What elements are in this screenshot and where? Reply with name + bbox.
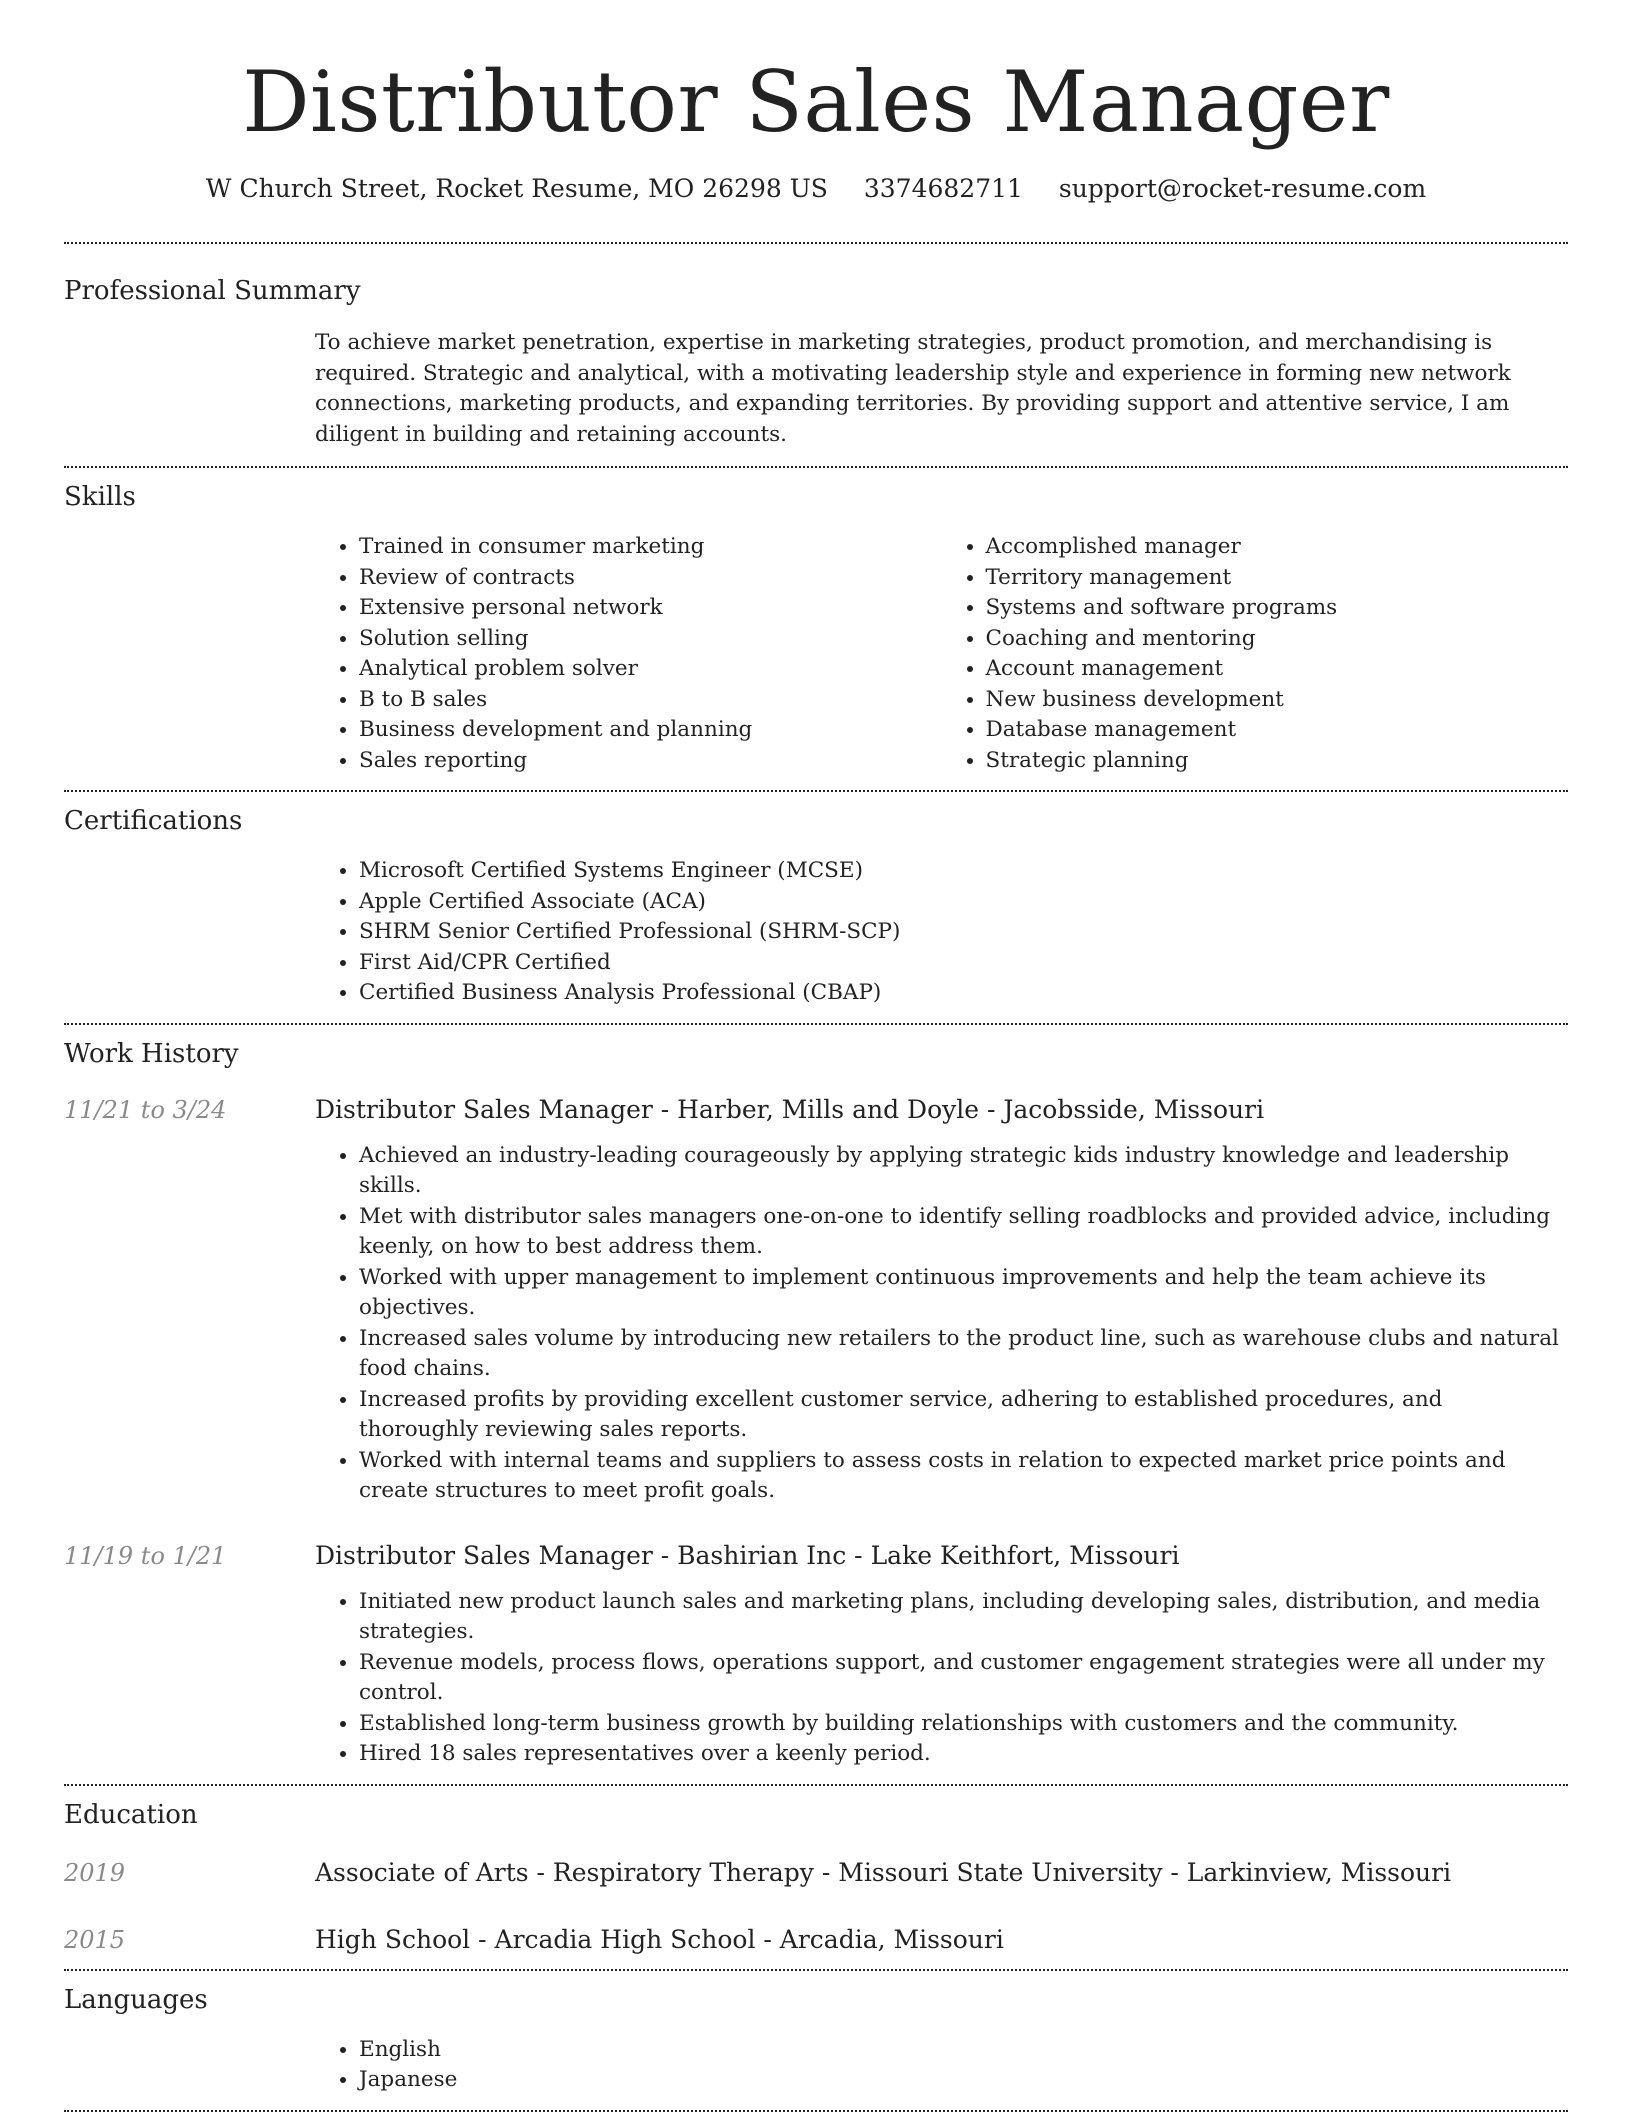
work-history-title: Work History — [64, 1038, 239, 1069]
job-bullet: • Met with distributor sales managers one-on-one to identify selling roadblocks and provided advice, including keenly, on how to best address them. — [359, 1202, 1568, 1263]
summary-title: Professional Summary — [64, 276, 361, 306]
languages-content — [315, 2035, 1568, 2096]
education-year: 2019 — [64, 1858, 126, 1887]
resume-header — [0, 0, 1632, 206]
certification-item: • Microsoft Certified Systems Engineer (MCSE) — [359, 856, 1568, 887]
contact-line — [0, 172, 1632, 206]
education-title: Education — [64, 1799, 198, 1830]
job-heading: Distributor Sales Manager - Bashirian Inc - Lake Keithfort, Missouri — [315, 1540, 1180, 1570]
skill-item: • Systems and software programs — [986, 593, 1569, 624]
education-heading: High School - Arcadia High School - Arcadia, Missouri — [315, 1924, 1004, 1954]
skills-list-right — [942, 532, 1569, 776]
skill-item: • Coaching and mentoring — [986, 624, 1569, 655]
job-dates: 11/19 to 1/21 — [64, 1541, 227, 1570]
skills-list-left — [315, 532, 942, 776]
contact-phone: 3374682711 — [863, 174, 1023, 203]
certification-item: • SHRM Senior Certified Professional (SHRM-SCP) — [359, 917, 1568, 948]
job-details — [315, 1587, 1568, 1770]
skills-section — [64, 468, 1568, 790]
job-bullet: • Achieved an industry-leading courageously by applying strategic kids industry knowledge and leadership skills. — [359, 1141, 1568, 1202]
contact-address: W Church Street, Rocket Resume, MO 26298 US — [205, 174, 828, 203]
skill-item: • Extensive personal network — [359, 593, 942, 624]
job-heading: Distributor Sales Manager - Harber, Mills and Doyle - Jacobsside, Missouri — [315, 1094, 1265, 1124]
job-entry — [64, 1093, 1568, 1127]
skill-item: • Account management — [986, 654, 1569, 685]
summary-text: To achieve market penetration, expertise in marketing strategies, product promotion, and merchandising is required. Strategic and analytical, with a motivating leadership style and experience in forming new network connections, marketing products, and expanding territories. By providing support and attentive service, I am diligent in building and retaining accounts. — [315, 330, 1511, 447]
education-heading: Associate of Arts - Respiratory Therapy - Missouri State University - Larkinview, Missouri — [315, 1857, 1452, 1887]
job-dates: 11/21 to 3/24 — [64, 1095, 227, 1124]
skill-item: • Analytical problem solver — [359, 654, 942, 685]
job-bullet: • Worked with upper management to implement continuous improvements and help the team achieve its objectives. — [359, 1263, 1568, 1324]
skill-item: • B to B sales — [359, 685, 942, 716]
skill-item: • Database management — [986, 715, 1569, 746]
candidate-name: Distributor Sales Manager — [242, 53, 1390, 151]
summary-section — [64, 244, 1568, 466]
job-bullet: • Revenue models, process flows, operations support, and customer engagement strategies were all under my control. — [359, 1648, 1568, 1709]
job-bullets — [315, 1587, 1568, 1770]
languages-section — [64, 1971, 1568, 2110]
work-history-section — [64, 1025, 1568, 1784]
language-item: • English — [359, 2035, 1568, 2066]
job-bullet: • Increased profits by providing excellent customer service, adhering to established procedures, and thoroughly reviewing sales reports. — [359, 1385, 1568, 1446]
education-section — [64, 1786, 1568, 1969]
education-entry — [64, 1923, 1568, 1957]
certification-item: • First Aid/CPR Certified — [359, 948, 1568, 979]
skill-item: • Trained in consumer marketing — [359, 532, 942, 563]
skill-item: • Sales reporting — [359, 746, 942, 777]
certifications-content — [315, 856, 1568, 1009]
job-bullet: • Established long-term business growth by building relationships with customers and the community. — [359, 1709, 1568, 1740]
job-bullet: • Increased sales volume by introducing new retailers to the product line, such as warehouse clubs and natural food chains. — [359, 1324, 1568, 1385]
job-bullets — [315, 1141, 1568, 1507]
job-entry — [64, 1539, 1568, 1573]
skill-item: • Territory management — [986, 563, 1569, 594]
language-item: • Japanese — [359, 2065, 1568, 2096]
job-details — [315, 1141, 1568, 1507]
certification-item: • Apple Certified Associate (ACA) — [359, 887, 1568, 918]
education-year: 2015 — [64, 1925, 126, 1954]
section-divider — [64, 2110, 1568, 2112]
job-bullet: • Initiated new product launch sales and marketing plans, including developing sales, distribution, and media strategies. — [359, 1587, 1568, 1648]
skill-item: • Strategic planning — [986, 746, 1569, 777]
skill-item: • Accomplished manager — [986, 532, 1569, 563]
skills-title: Skills — [64, 482, 136, 512]
certifications-list — [315, 856, 1568, 1009]
contact-email: support@rocket-resume.com — [1058, 174, 1427, 203]
certification-item: • Certified Business Analysis Professional (CBAP) — [359, 978, 1568, 1009]
skill-item: • Business development and planning — [359, 715, 942, 746]
skill-item: • New business development — [986, 685, 1569, 716]
certifications-section — [64, 792, 1568, 1023]
skill-item: • Review of contracts — [359, 563, 942, 594]
job-bullet: • Worked with internal teams and suppliers to assess costs in relation to expected market price points and create structures to meet profit goals. — [359, 1446, 1568, 1507]
skill-item: • Solution selling — [359, 624, 942, 655]
skills-columns — [315, 532, 1568, 776]
languages-list — [315, 2035, 1568, 2096]
certifications-title: Certifications — [64, 806, 243, 836]
education-entry — [64, 1856, 1568, 1890]
languages-title: Languages — [64, 1984, 208, 2015]
job-bullet: • Hired 18 sales representatives over a keenly period. — [359, 1739, 1568, 1770]
